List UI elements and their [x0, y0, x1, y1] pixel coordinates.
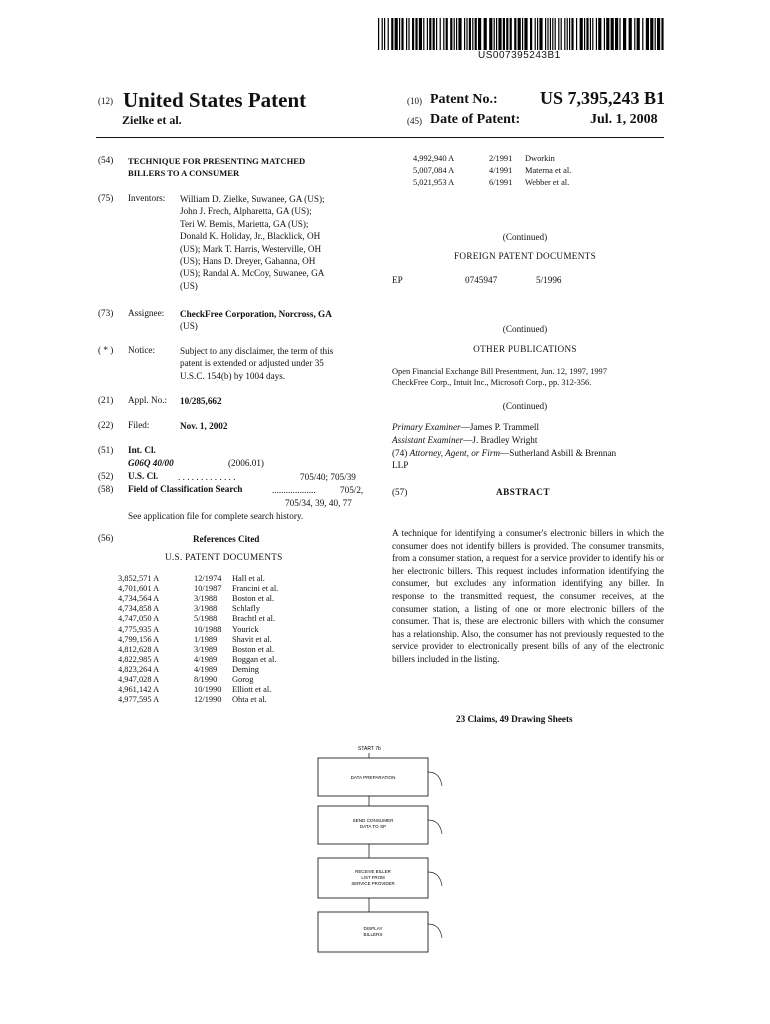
ref-date: 12/1990	[194, 695, 222, 705]
ref-date: 3/1988	[194, 594, 218, 604]
code-12: (12)	[98, 96, 113, 106]
ref-number: 4,775,935 A	[118, 624, 160, 634]
filed-date: Nov. 1, 2002	[180, 421, 228, 431]
ref-name: Yourick	[232, 624, 259, 634]
ref-number: 4,822,985 A	[118, 654, 160, 664]
barcode-bar	[496, 18, 497, 50]
ref-date: 10/1987	[194, 584, 222, 594]
inventor-line: (US)	[180, 280, 198, 291]
assignee	[180, 308, 370, 333]
barcode-bar	[576, 18, 577, 50]
header-divider	[96, 137, 664, 138]
barcode-bar	[584, 18, 585, 50]
barcode-bar	[642, 18, 643, 50]
barcode-bar	[475, 18, 477, 50]
barcode-bar	[655, 18, 656, 50]
attorney	[392, 447, 666, 472]
other-publications-heading: OTHER PUBLICATIONS	[473, 344, 577, 354]
primary-examiner-value: —James P. Trammell	[460, 422, 539, 432]
barcode-bar	[623, 18, 626, 50]
assignee-label: Assignee:	[128, 308, 165, 318]
barcode-bar	[545, 18, 546, 50]
claims-summary: 23 Claims, 49 Drawing Sheets	[456, 714, 573, 724]
ref-name: Shavit et al.	[232, 634, 272, 644]
ref-date: 5/1988	[194, 614, 218, 624]
barcode-bar	[646, 18, 649, 50]
assistant-examiner-value: —J. Bradley Wright	[463, 435, 538, 445]
ref-number: 4,977,595 A	[118, 695, 160, 705]
field-search-line2: 705/34, 39, 40, 77	[285, 498, 352, 508]
filed-label: Filed:	[128, 420, 150, 430]
ref-date: 2/1991	[489, 154, 513, 163]
inventor-line: Donald K. Holiday, Jr., Blacklick, OH	[180, 231, 321, 242]
attorney-code: (74)	[392, 448, 408, 458]
barcode-bar	[518, 18, 521, 50]
int-cl-date: (2006.01)	[228, 458, 264, 468]
foreign-docs-heading: FOREIGN PATENT DOCUMENTS	[454, 251, 596, 261]
ref-number: 4,799,156 A	[118, 634, 160, 644]
ref-number: 4,747,050 A	[118, 614, 160, 624]
ref-name: Elliott et al.	[232, 685, 272, 695]
notice-text	[180, 345, 370, 382]
barcode-bar	[506, 18, 508, 50]
ref-name: Boston et al.	[232, 594, 275, 604]
ref-date: 4/1989	[194, 654, 218, 664]
barcode-bar	[596, 18, 597, 50]
barcode-bar	[443, 18, 444, 50]
foreign-country: EP	[392, 275, 403, 285]
continued-note: (Continued)	[502, 232, 548, 242]
barcode-bar	[592, 18, 593, 50]
date-label: Date of Patent:	[430, 112, 521, 127]
ref-name: Hall et al.	[232, 574, 265, 583]
inventors-heading: Zielke et al.	[122, 113, 182, 127]
barcode-bar	[569, 18, 570, 50]
barcode-bar	[429, 18, 431, 50]
assistant-examiner-label: Assistant Examiner	[392, 435, 464, 445]
barcode-bar	[412, 18, 414, 50]
barcode-bar	[433, 18, 435, 50]
inventor-line: (US); Randal A. McCoy, Suwanee, GA	[180, 268, 325, 279]
ref-name: Francini et al.	[232, 584, 279, 594]
inventor-line: (US); Mark T. Harris, Westerville, OH	[180, 243, 322, 254]
flow-box-text: DATA TO SP	[359, 824, 387, 829]
notice-label: Notice:	[128, 345, 156, 355]
barcode-bar	[567, 18, 568, 50]
barcode-bar	[524, 18, 527, 50]
barcode-bar	[446, 18, 448, 50]
publication-line: Open Financial Exchange Bill Presentment, Jun. 12, 1997, 1997	[392, 367, 607, 376]
ref-number: 4,992,940 A	[413, 154, 455, 163]
us-cl-label: U.S. Cl.	[128, 471, 159, 481]
barcode-bar	[440, 18, 441, 50]
barcode-bar	[604, 18, 605, 50]
barcode-bar	[399, 18, 400, 50]
code-10: (10)	[407, 96, 422, 106]
ref-number: 4,734,858 A	[118, 604, 160, 614]
barcode-bar	[558, 18, 559, 50]
ref-leader-line	[428, 872, 442, 886]
code-75: (75)	[98, 193, 114, 203]
barcode-bar	[537, 18, 538, 50]
ref-date: 10/1990	[194, 685, 222, 695]
barcode-bar	[489, 18, 492, 50]
ref-number: 4,947,028 A	[118, 675, 160, 684]
abstract-text: A technique for identifying a consumer's electronic billers in which the consumer does not identify billers is provided. The consumer transmits, from a consumer station, a request for a service provider to identify his or her electronic billers. This request includes information identifying the consumer, but excludes any information identifying any biller. In response to the transmitted request, the consumer receives, at the consumer station, a listing of one or more electronic billers of the consumer. That is, these are electronic billers with which the consumer has a relationship. Also, the consumer has not previously requested to the service provider to electronically present bills of any of the electronic billers included in the listing.	[392, 528, 664, 664]
barcode-bar	[552, 18, 553, 50]
ref-date: 10/1988	[194, 624, 222, 634]
notice-line: Subject to any disclaimer, the term of this	[180, 346, 334, 356]
inventors-label: Inventors:	[128, 193, 166, 203]
code-73: (73)	[98, 308, 114, 318]
code-51: (51)	[98, 445, 114, 455]
primary-examiner	[392, 421, 539, 433]
field-search-label: Field of Classification Search	[128, 484, 243, 494]
flow-box-text: RECEIVE BILLER	[355, 869, 391, 874]
barcode	[378, 18, 664, 50]
barcode-bar	[419, 18, 422, 50]
attorney-label: Attorney, Agent, or Firm	[409, 448, 501, 458]
barcode-bar	[391, 18, 393, 50]
barcode-bar	[629, 18, 632, 50]
invention-title-line: TECHNIQUE FOR PRESENTING MATCHED	[128, 156, 306, 166]
patent-no: US 7,395,243 B1	[540, 88, 666, 108]
primary-examiner-label: Primary Examiner	[392, 422, 461, 432]
ref-date: 4/1989	[194, 664, 218, 674]
representative-drawing	[300, 742, 470, 998]
ref-leader-line	[428, 772, 442, 786]
us-cl-dots: . . . . . . . . . . . . .	[178, 472, 236, 482]
code-45: (45)	[407, 116, 422, 126]
barcode-bar	[484, 18, 487, 50]
code-52: (52)	[98, 471, 114, 481]
barcode-bar	[384, 18, 385, 50]
inventor-line: John J. Frech, Alpharetta, GA (US);	[180, 206, 312, 217]
barcode-bar	[634, 18, 635, 50]
ref-date: 4/1991	[489, 166, 513, 175]
attorney-value: —Sutherland Asbill & Brennan	[500, 448, 617, 458]
assignee-line: CheckFree Corporation, Norcross, GA	[180, 309, 332, 319]
ref-date: 6/1991	[489, 178, 513, 187]
ref-number: 4,812,628 A	[118, 644, 160, 654]
barcode-bar	[427, 18, 428, 50]
barcode-bar	[650, 18, 653, 50]
flow-box-text: DISPLAY	[363, 926, 383, 931]
ref-name: Gorog	[232, 675, 254, 684]
barcode-bar	[436, 18, 437, 50]
inventor-line: (US); Hans D. Dreyer, Gahanna, OH	[180, 256, 316, 267]
ref-number: 5,021,953 A	[413, 178, 455, 187]
barcode-bar	[550, 18, 551, 50]
int-cl-class: G06Q 40/00	[128, 458, 174, 468]
attorney-line2: LLP	[392, 460, 409, 471]
field-search-dots: ...................	[272, 485, 316, 495]
barcode-bar	[615, 18, 618, 50]
ref-name: Boggan et al.	[232, 654, 277, 664]
barcode-bar	[401, 18, 403, 50]
ref-date: 12/1974	[194, 574, 222, 583]
barcode-bar	[555, 18, 556, 50]
ref-date: 1/1989	[194, 634, 218, 644]
barcode-bar	[494, 18, 495, 50]
barcode-bar	[378, 18, 379, 50]
foreign-date: 5/1996	[536, 275, 562, 285]
flow-box-text: SEND CONSUMER	[352, 818, 394, 823]
barcode-bar	[619, 18, 620, 50]
barcode-number: US007395243B1	[478, 50, 561, 61]
ref-name: Materna et al.	[525, 166, 572, 175]
barcode-bar	[454, 18, 455, 50]
flow-box-text: DATA PREPARATION	[350, 775, 396, 780]
barcode-bar	[590, 18, 591, 50]
assistant-examiner	[392, 434, 537, 446]
ref-date: 3/1988	[194, 604, 218, 614]
barcode-bar	[456, 18, 457, 50]
barcode-bar	[466, 18, 467, 50]
ref-leader-line	[428, 924, 442, 938]
barcode-bar	[450, 18, 452, 50]
us-cl-value: 705/40; 705/39	[300, 472, 356, 482]
barcode-bar	[661, 18, 663, 50]
continued-note: (Continued)	[502, 324, 548, 334]
abstract-heading: ABSTRACT	[496, 487, 551, 497]
barcode-bar	[469, 18, 471, 50]
us-patent-docs-heading: U.S. PATENT DOCUMENTS	[165, 552, 283, 562]
barcode-bar	[657, 18, 660, 50]
barcode-bar	[561, 18, 562, 50]
ref-name: Schlafly	[232, 604, 260, 614]
other-publications	[392, 366, 666, 388]
barcode-bar	[514, 18, 516, 50]
appl-no-label: Appl. No.:	[128, 395, 168, 405]
ref-name: Webber et al.	[525, 178, 570, 187]
notice-line: patent is extended or adjusted under 35	[180, 358, 324, 369]
ref-name: Brachtl et al.	[232, 614, 276, 624]
date-of-patent: Jul. 1, 2008	[590, 112, 658, 127]
ref-number: 4,961,142 A	[118, 685, 160, 695]
ref-number: 4,701,601 A	[118, 584, 160, 594]
ref-date: 8/1990	[194, 675, 218, 684]
code-57: (57)	[392, 487, 408, 497]
ref-name: Deming	[232, 664, 259, 674]
flow-box-text: SERVICE PROVIDER	[351, 881, 395, 886]
barcode-bar	[564, 18, 565, 50]
barcode-bar	[423, 18, 424, 50]
barcode-bar	[472, 18, 473, 50]
code-21: (21)	[98, 395, 114, 405]
assignee-line: (US)	[180, 321, 198, 332]
code-56: (56)	[98, 533, 114, 543]
barcode-bar	[598, 18, 601, 50]
barcode-bar	[586, 18, 588, 50]
barcode-bar	[580, 18, 583, 50]
barcode-bar	[395, 18, 398, 50]
patent-no-label: Patent No.:	[430, 92, 498, 107]
ref-number: 4,823,264 A	[118, 664, 160, 674]
patent-title: United States Patent	[123, 88, 307, 112]
barcode-bar	[503, 18, 505, 50]
ref-name: Boston et al.	[232, 644, 275, 654]
inventor-line: Teri W. Bemis, Marietta, GA (US);	[180, 218, 309, 229]
inventor-line: William D. Zielke, Suwanee, GA (US);	[180, 194, 325, 204]
barcode-bar	[637, 18, 640, 50]
ref-date: 3/1989	[194, 644, 218, 654]
ref-number: 3,852,571 A	[118, 574, 160, 583]
code-54: (54)	[98, 155, 114, 165]
code-58: (58)	[98, 484, 114, 494]
notice-line: U.S.C. 154(b) by 1004 days.	[180, 370, 286, 381]
barcode-bar	[406, 18, 407, 50]
invention-title	[128, 155, 305, 179]
search-history-note: See application file for complete search history.	[128, 511, 304, 521]
invention-title-line: BILLERS TO A CONSUMER	[128, 168, 240, 178]
barcode-bar	[571, 18, 573, 50]
barcode-bar	[478, 18, 481, 50]
ref-leader-line	[428, 820, 442, 834]
ref-name: Dworkin	[525, 154, 555, 163]
barcode-bar	[547, 18, 548, 50]
code-22: (22)	[98, 420, 114, 430]
field-search-line1: 705/2,	[340, 485, 364, 495]
barcode-bar	[539, 18, 542, 50]
int-cl-label: Int. Cl.	[128, 445, 156, 455]
barcode-bar	[458, 18, 461, 50]
barcode-bar	[522, 18, 523, 50]
continued-note: (Continued)	[502, 401, 548, 411]
ref-name: Ohta et al.	[232, 695, 267, 705]
inventors-list	[180, 193, 370, 292]
references-cited-heading: References Cited	[193, 534, 260, 544]
flow-start-label: START 7b	[358, 746, 381, 752]
barcode-bar	[464, 18, 465, 50]
barcode-bar	[535, 18, 536, 50]
ref-number: 4,734,564 A	[118, 594, 160, 604]
barcode-bar	[415, 18, 417, 50]
ref-number: 5,007,084 A	[413, 166, 455, 175]
barcode-bar	[498, 18, 501, 50]
barcode-bar	[606, 18, 609, 50]
barcode-bar	[388, 18, 389, 50]
barcode-bar	[611, 18, 614, 50]
barcode-bar	[510, 18, 512, 50]
notice-code: ( * )	[98, 345, 114, 355]
flow-box-text: LIST FROM	[361, 875, 385, 880]
publication-line: CheckFree Corp., Intuit Inc., Microsoft Corp., pp. 312-356.	[392, 378, 592, 387]
barcode-bar	[408, 18, 409, 50]
barcode-bar	[382, 18, 383, 50]
foreign-number: 0745947	[465, 275, 498, 285]
flow-box-text: BILLERS	[363, 932, 383, 937]
barcode-bar	[530, 18, 532, 50]
appl-no: 10/285,662	[180, 396, 222, 406]
